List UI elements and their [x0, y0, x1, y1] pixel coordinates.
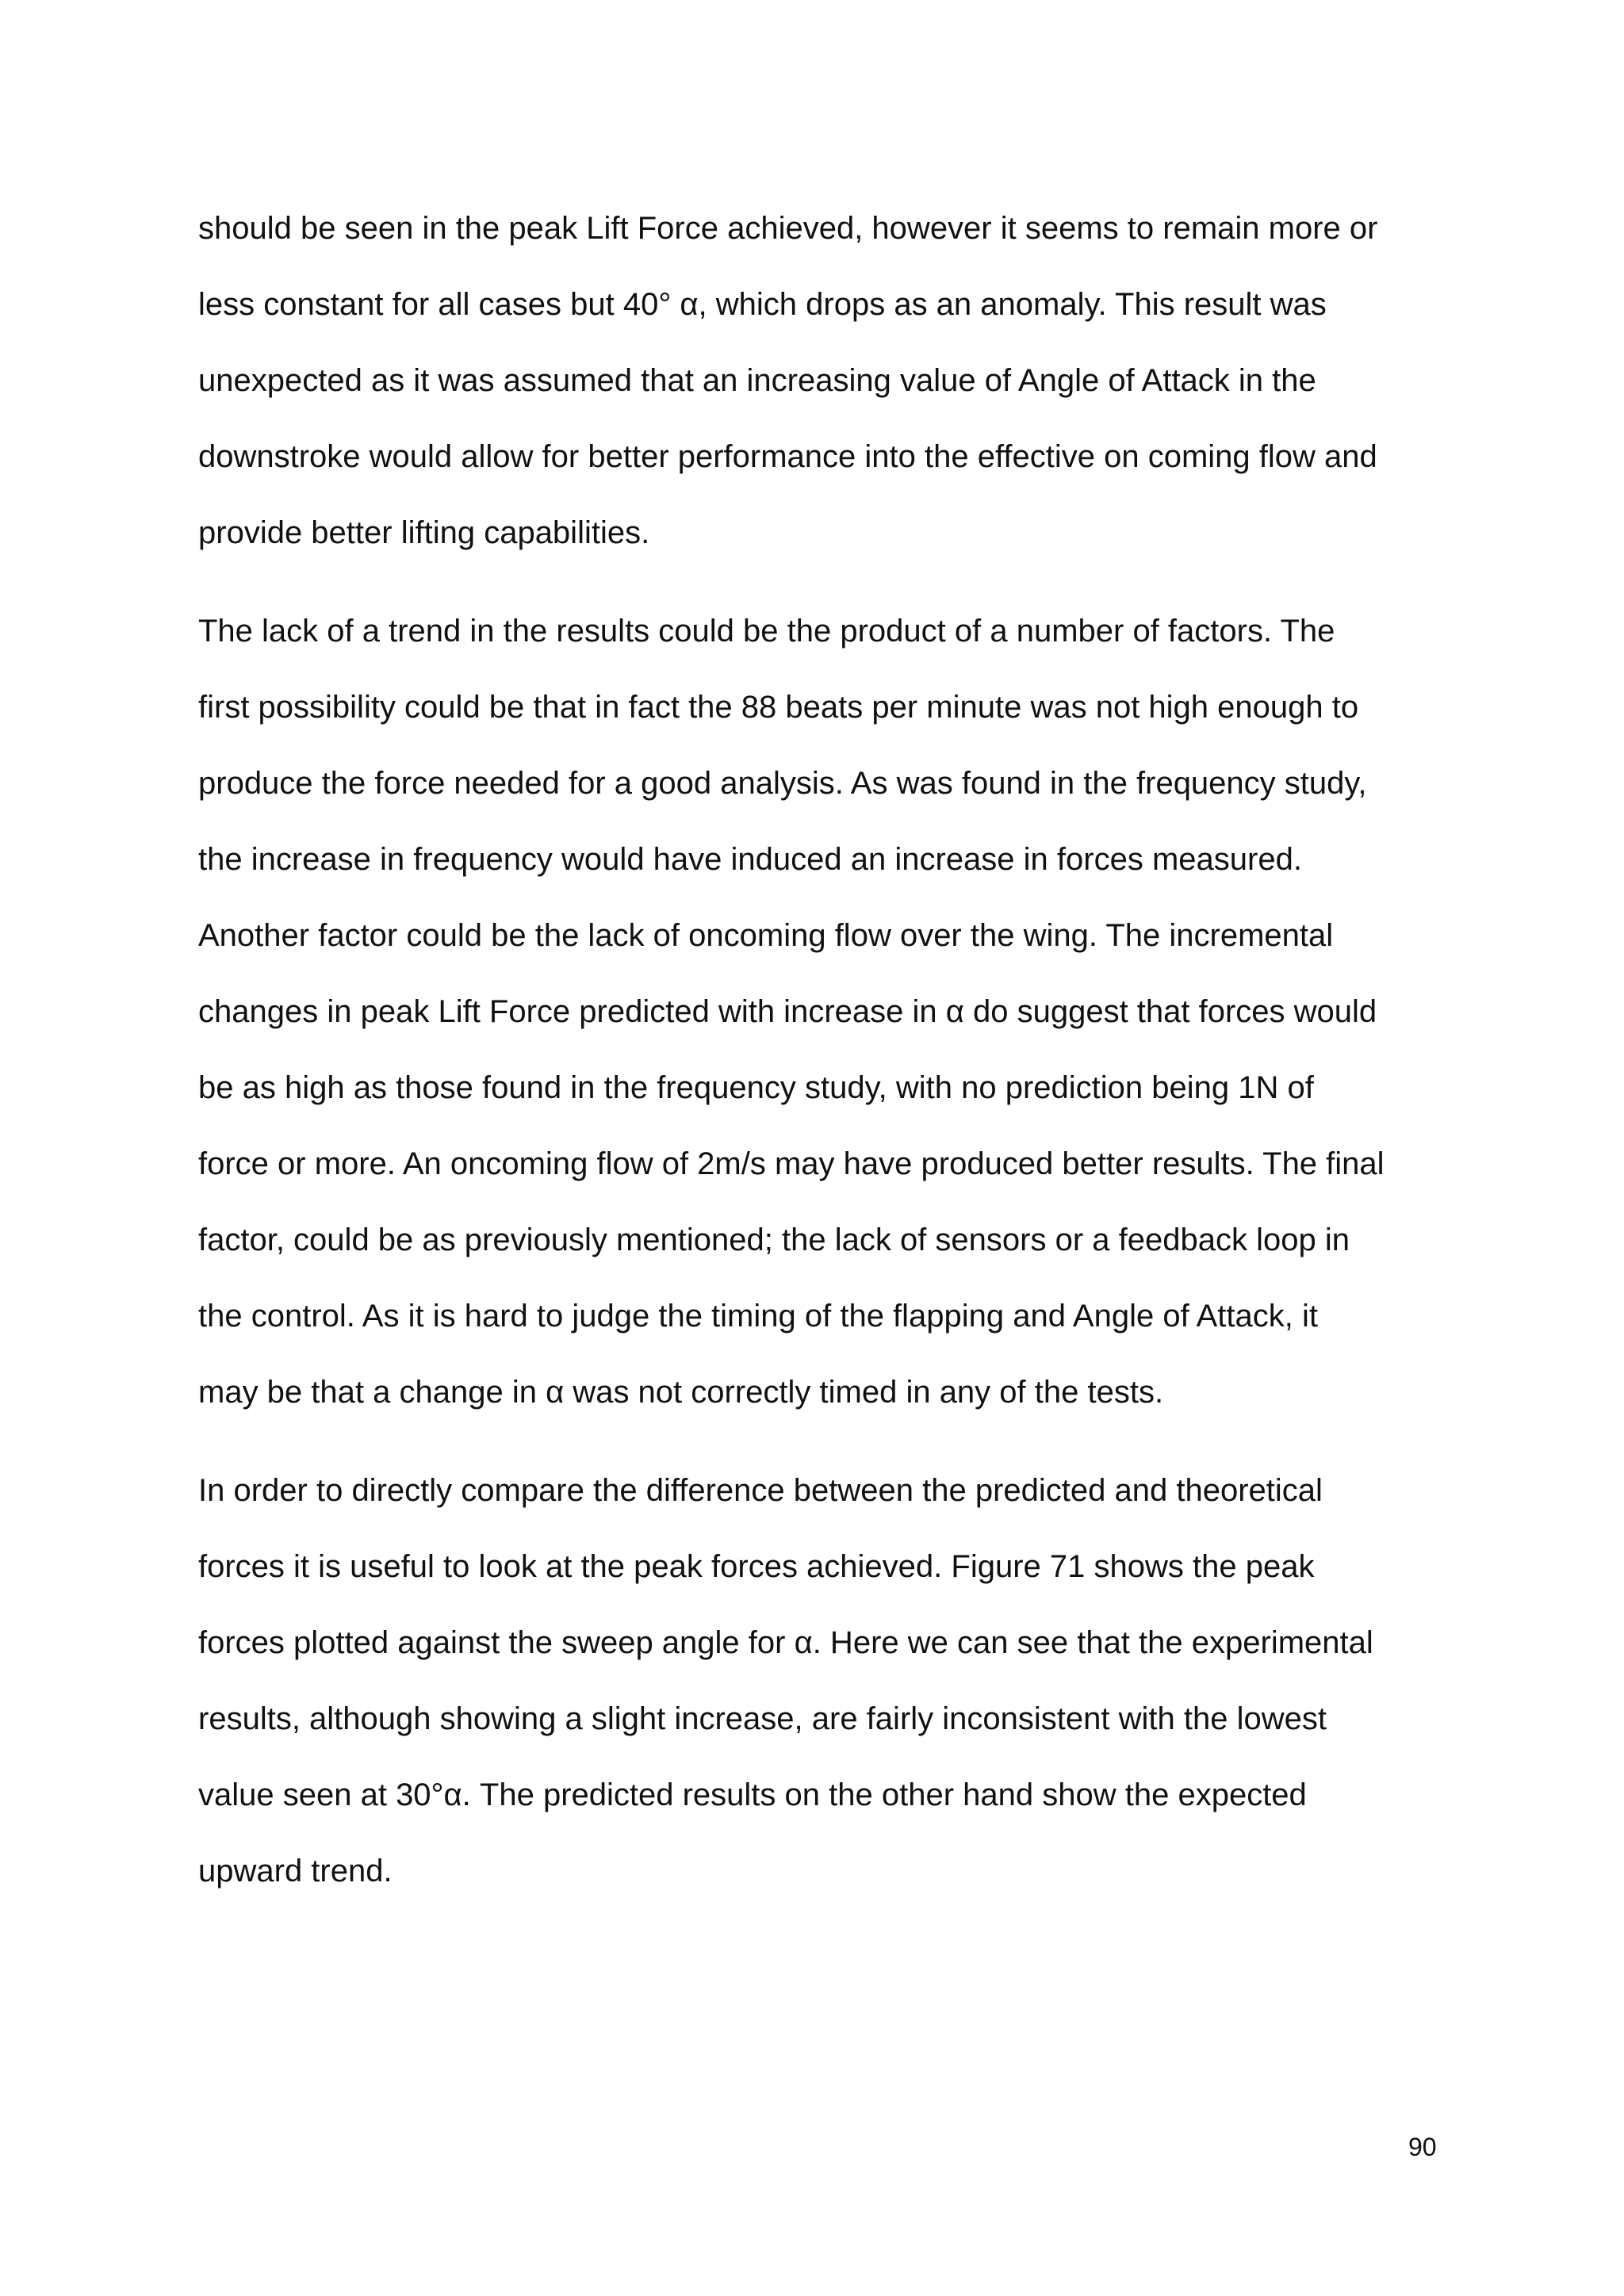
text-line: forces it is useful to look at the peak forces achieved. Figure 71 shows the peak [198, 1549, 1315, 1584]
text-line: In order to directly compare the difference between the predicted and theoretical [198, 1473, 1323, 1508]
text-line: force or more. An oncoming flow of 2m/s may have produced better results. The final [198, 1146, 1385, 1181]
text-line: produce the force needed for a good analysis. As was found in the frequency study, [198, 766, 1367, 801]
body-text [198, 190, 1435, 1931]
paragraph-1 [198, 190, 1435, 571]
text-line: downstroke would allow for better performance into the effective on coming flow and [198, 439, 1377, 474]
text-line: the control. As it is hard to judge the timing of the flapping and Angle of Attack, it [198, 1299, 1318, 1334]
text-line: should be seen in the peak Lift Force achieved, however it seems to remain more or [198, 211, 1378, 246]
text-line: value seen at 30°α. The predicted results on the other hand show the expected [198, 1777, 1307, 1812]
text-line: may be that a change in α was not correctly timed in any of the tests. [198, 1375, 1164, 1410]
text-line: be as high as those found in the frequency study, with no prediction being 1N of [198, 1070, 1314, 1105]
text-line: changes in peak Lift Force predicted with increase in α do suggest that forces would [198, 994, 1377, 1029]
text-line: provide better lifting capabilities. [198, 515, 650, 550]
text-line: the increase in frequency would have induced an increase in forces measured. [198, 842, 1302, 877]
text-line: Another factor could be the lack of oncoming flow over the wing. The incremental [198, 918, 1334, 953]
text-line: factor, could be as previously mentioned; the lack of sensors or a feedback loop in [198, 1223, 1350, 1257]
text-line: first possibility could be that in fact the 88 beats per minute was not high enough to [198, 690, 1359, 725]
text-line: unexpected as it was assumed that an increasing value of Angle of Attack in the [198, 363, 1316, 398]
text-line: upward trend. [198, 1854, 393, 1888]
paragraph-2 [198, 593, 1435, 1430]
text-line: The lack of a trend in the results could be the product of a number of factors. The [198, 614, 1335, 649]
text-line: less constant for all cases but 40° α, which drops as an anomaly. This result was [198, 287, 1327, 322]
paragraph-3 [198, 1452, 1435, 1909]
page-number: 90 [1408, 2133, 1437, 2161]
text-line: results, although showing a slight increase, are fairly inconsistent with the lowest [198, 1701, 1327, 1736]
text-line: forces plotted against the sweep angle for α. Here we can see that the experimental [198, 1625, 1373, 1660]
